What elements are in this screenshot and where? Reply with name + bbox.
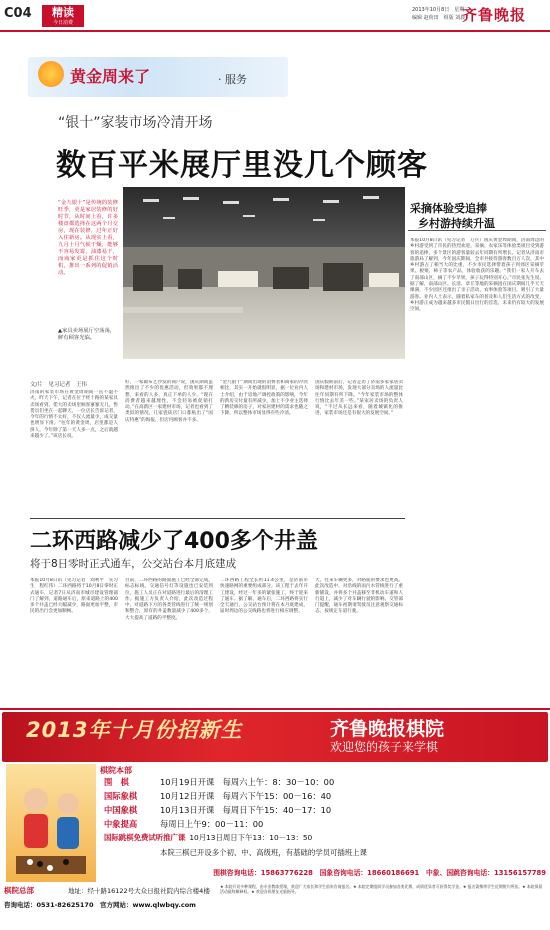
article2-column-1: 本报10月8日讯（见习记者 刘利平 实习生 程红伟）二环西路将于10月8日零时正式通车，记者7日从济南市城市建设管理部门了解到，道路通车后，原来道路上的400多个井盖已经大幅减少，路面更加平整，市民的出行会更加顺畅。	[30, 578, 118, 615]
ad-row-advanced	[104, 818, 263, 830]
article-column-2: 好，一家做布艺沙发的商户说，国庆期间虽然推出了不少的优惠活动，但效果都不理想，来看的人多，真正下单的人少。“现在消费者越来越理性，不会轻易被促销打动。”在高新区一家建材市场，记者也看到了类似的情况，几家瓷砖店门口都贴出了“国庆特惠”的海报，但店内顾客并不多。	[125, 380, 213, 423]
header-rule	[0, 30, 550, 32]
side-headline-line2: 乡村游持续升温	[418, 217, 495, 230]
ad-row-name: 中国象棋	[104, 805, 138, 815]
date-line: 2013年10月8日 星期二	[412, 7, 470, 13]
sun-icon	[38, 61, 64, 87]
section-sub-label: 今日消费	[42, 20, 84, 27]
ad-row-text: 本院三棋已开设多个初、中、高级班，有基础的学员可插班上课	[160, 848, 367, 857]
article2-subhead: 将于8日零时正式通车，公交站台本月底建成	[30, 558, 237, 570]
article-headline: 数百平米展厅里没几个顾客	[56, 148, 428, 183]
ad-row-note	[160, 847, 367, 858]
kids-illustration	[6, 764, 96, 884]
article-column-1: 济南的家装市场在黄金周期间一直不温不火，昨天下午，记者在位于经十路的某家具卖场看到，偌大的卖场里顾客寥寥无几，售货员们坐在一起聊天，一位店长告诉记者，今年的行情不太好，不仅人流量少，成交量也明显下滑。“往年的黄金周，店里都是人挤人，今年除了第一天人多一点，之后就越来越少了。”该店长说。	[30, 390, 118, 440]
newspaper-brand: 齐鲁晚报	[462, 6, 527, 24]
ad-row-weiqi	[104, 776, 334, 788]
ad-row-chinese-chess	[104, 804, 331, 816]
ad-contact: 咨询电话：0531-82625170 官方网站：www.qlwbqy.com	[4, 901, 196, 909]
showroom-photo	[123, 187, 405, 359]
ad-hq-label: 棋院总部	[4, 886, 34, 895]
ad-row-name: 国际跳棋免费试听推广课	[104, 833, 186, 842]
article-byline: 文/片 见习记者 王伟	[30, 382, 87, 388]
side-rule	[408, 230, 546, 231]
article-column-4: 国庆假期前后，记者走访了济南多家家居卖场和建材市场，发现大部分卖场的人流量比往年同期有所下降。“今年家装市场的整体行情比去年差一些。”某家居卖场的负责人说，“不过从长远来看，随着城镇化的推进，家装市场还是有很大的发展空间。”	[315, 380, 403, 417]
ad-phone-numbers: 围棋咨询电话：15863776228 国象咨询电话：18660186691 中象、国跳咨询电话：13156157789	[213, 869, 546, 877]
banner-title: 黄金周来了	[70, 67, 151, 86]
section-label: 精读	[42, 5, 84, 20]
article-intro: “金九银十”是传统的装修旺季，更是家居装修的好时节，从时间上看，许多楼盘都选择在这两个月交房，现在装修，过年正好入住新房。从现实上看，九月十月气候干燥，能够不容易发霉，油漆易干，而商家更是抓住这个时机，推出一系列的促销活动。	[58, 200, 118, 276]
ad-row-name: 中象提高	[104, 819, 138, 829]
ad-row-text: 10月13日周日下午13：10－13：50	[189, 833, 313, 842]
ad-row-text: 每周日上午9：00－11：00	[160, 819, 264, 829]
editor-line: 编辑 赵荷田 组版 刘晨	[412, 15, 466, 21]
ad-year-title: 2013年十月份招新生	[26, 718, 243, 742]
banner-subtitle: · 服务	[218, 73, 247, 86]
ad-row-international-chess	[104, 790, 331, 802]
ad-row-name: 国际象棋	[104, 791, 138, 801]
photo-caption: ▲家具卖场展厅空荡荡，鲜有顾客光临。	[58, 328, 116, 341]
showroom-photo-drawing	[123, 187, 405, 359]
ad-row-name: 围 棋	[104, 777, 129, 787]
ad-address: 地址：经十路16122号大众日报社院内综合楼4楼	[68, 887, 210, 895]
page-number: C04	[4, 6, 32, 21]
side-article-body: 本报10月8日讯（见习记者 万兵）国庆黄金周期间，济南周边的乡村游受到了市民的热烈欢迎。采摘、农家乐等体验类项目受到游客的追捧，多个景区的游客量较去年同期有所增长。记者从济南市旅游局了解到，今年国庆期间，全市共接待游客数百万人次，其中乡村游占了相当大的比重，不少市民选择带着孩子到郊区采摘苹果、板栗、柿子等农产品，体验收获的乐趣。“我们一家人开车去了南部山区，摘了不少苹果，孩子玩得特别开心。”市民张先生说。据了解，南部山区、长清、章丘等地的采摘园在国庆期间几乎天天爆满，不少园区还推出了亲子活动、农事体验等项目，吸引了大量游客。业内人士表示，随着私家车的普及和人们生活方式的改变，乡村游正成为越来越多市民假日出行的首选，未来仍有较大的发展空间。	[410, 238, 544, 313]
ad-main-title: 棋院本部	[100, 766, 132, 775]
article2-column-4: 大，往来车辆更多，对路面的要求也更高。此次改造中，对沿线的雨污水管线进行了重新铺设，并将多个井盖移至非机动车道和人行道上，减少了对车辆行驶的影响。交管部门提醒，通车初期请驾驶员注意观察交通标志，按规定车道行驶。	[315, 578, 403, 615]
article2-headline: 二环西路减少了400多个井盖	[30, 529, 318, 554]
column-banner	[28, 57, 288, 97]
article2-column-2: 目前，二环西路的路面施工已经全部完成，标志标线、交通信号灯等设施也已安装到位，施工人员正在对道路进行最后的清理工作。据施工方负责人介绍，此次改造过程中，对道路下方的各类管线进行了统一规划和整合，原有的井盖数量减少了400多个，大大提高了道路的平整度。	[125, 578, 213, 621]
side-headline-line1: 采摘体验受追捧	[410, 202, 487, 215]
ad-row-text: 10月19日开课 每周六上午：8：30－10：00	[160, 777, 335, 787]
ad-fine-print: ★ 本院开设多种课程，由专业教练授课，欢迎广大家长和学生前来咨询报名。★ 本院定期组织学员参加各类比赛，成绩优异者可获得奖学金。★ 报名需携带学生近期照片两张。★ 本院保留活动最终解释权。★ 欢迎各界朋友光临指导。	[220, 884, 543, 894]
article-kicker: “银十”家装市场冷清开场	[58, 115, 213, 131]
article-column-3: “金九银十”期间出现的消费者和商家的冷淡相比，其实一开始就很明显，据一位业内人士介绍，由于房地产调控政策的影响，今年的新房交付量有所减少，加上不少业主选择了精装修的房子，对家居建材的需求也随之下降，所以整体市场显得有些冷清。	[220, 380, 308, 417]
ad-row-draughts	[104, 832, 312, 843]
ad-slogan: 欢迎您的孩子来学棋	[330, 740, 439, 754]
ad-school-name: 齐鲁晚报棋院	[330, 718, 445, 740]
article2-column-3: 二环西路工程全长约11.4公里，是济南市快速路网的重要组成部分。该工程于去年开工建设，经过一年多的紧张施工，终于迎来了通车。据了解，通车后，二环西路将实行全天通行，公交站台预计将在本月底建成，届时周边的公交线路也将进行相应调整。	[220, 578, 308, 615]
ad-row-text: 10月13日开课 每周日下午15：40－17：10	[160, 805, 332, 815]
article-separator	[30, 518, 405, 519]
ad-row-text: 10月12日开课 每周六下午15：00－16：40	[160, 791, 332, 801]
ad-kids-image	[6, 764, 96, 884]
